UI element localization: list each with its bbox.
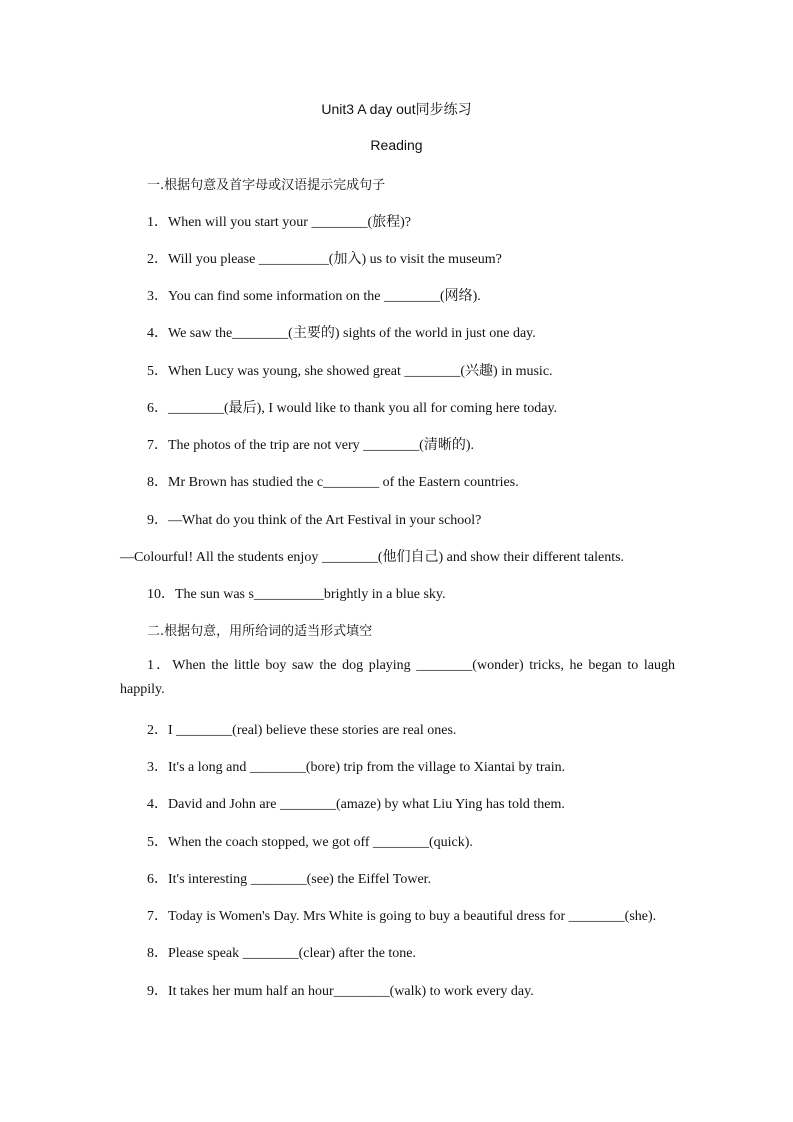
section1-item: 1．When will you start your ________(旅程)? <box>147 215 412 230</box>
section1-item: 3．You can find some information on the ________(网络). <box>147 289 481 304</box>
section2-item: 6．It's interesting ________(see) the Eiffel Tower. <box>147 872 432 887</box>
section1-item: 5．When Lucy was young, she showed great ________(兴趣) in music. <box>147 364 553 379</box>
document-title: Unit3 A day out同步练习 <box>321 101 472 117</box>
section1-item: 9．—What do you think of the Art Festival in your school? <box>147 513 482 528</box>
section1-item: 2．Will you please __________(加入) us to visit the museum? <box>147 252 502 267</box>
section1-heading: 一.根据句意及首字母或汉语提示完成句子 <box>147 178 386 193</box>
section2-item: 8．Please speak ________(clear) after the tone. <box>147 946 417 961</box>
section2-heading: 二.根据句意，用所给词的适当形式填空 <box>147 624 373 639</box>
section2-item: 5．When the coach stopped, we got off ________(quick). <box>147 835 473 850</box>
section2-item: 4．David and John are ________(amaze) by what Liu Ying has told them. <box>147 797 565 812</box>
section2-item: 9．It takes her mum half an hour________(walk) to work every day. <box>147 984 534 999</box>
section1-item: 7．The photos of the trip are not very ________(清晰的). <box>147 438 474 453</box>
document-subtitle: Reading <box>370 137 423 153</box>
section1-item-answer: —Colourful! All the students enjoy ________(他们自己) and show their different talents. <box>120 550 625 565</box>
section1-item: 4．We saw the________(主要的) sights of the world in just one day. <box>147 326 536 341</box>
section1-item: 10．The sun was s__________brightly in a blue sky. <box>147 587 446 602</box>
section2-item: 3．It's a long and ________(bore) trip from the village to Xiantai by train. <box>147 760 566 775</box>
section1-item: 6．________(最后), I would like to thank you all for coming here today. <box>147 401 558 416</box>
section2-item: 1．When the little boy saw the dog playing ________(wonder) tricks, he began to laugh happily. <box>120 658 675 697</box>
section2-item: 7．Today is Women's Day. Mrs White is going to buy a beautiful dress for ________(she). <box>147 909 657 924</box>
section1-item: 8．Mr Brown has studied the c________ of the Eastern countries. <box>147 475 519 490</box>
section2-item: 2．I ________(real) believe these stories are real ones. <box>147 723 457 738</box>
